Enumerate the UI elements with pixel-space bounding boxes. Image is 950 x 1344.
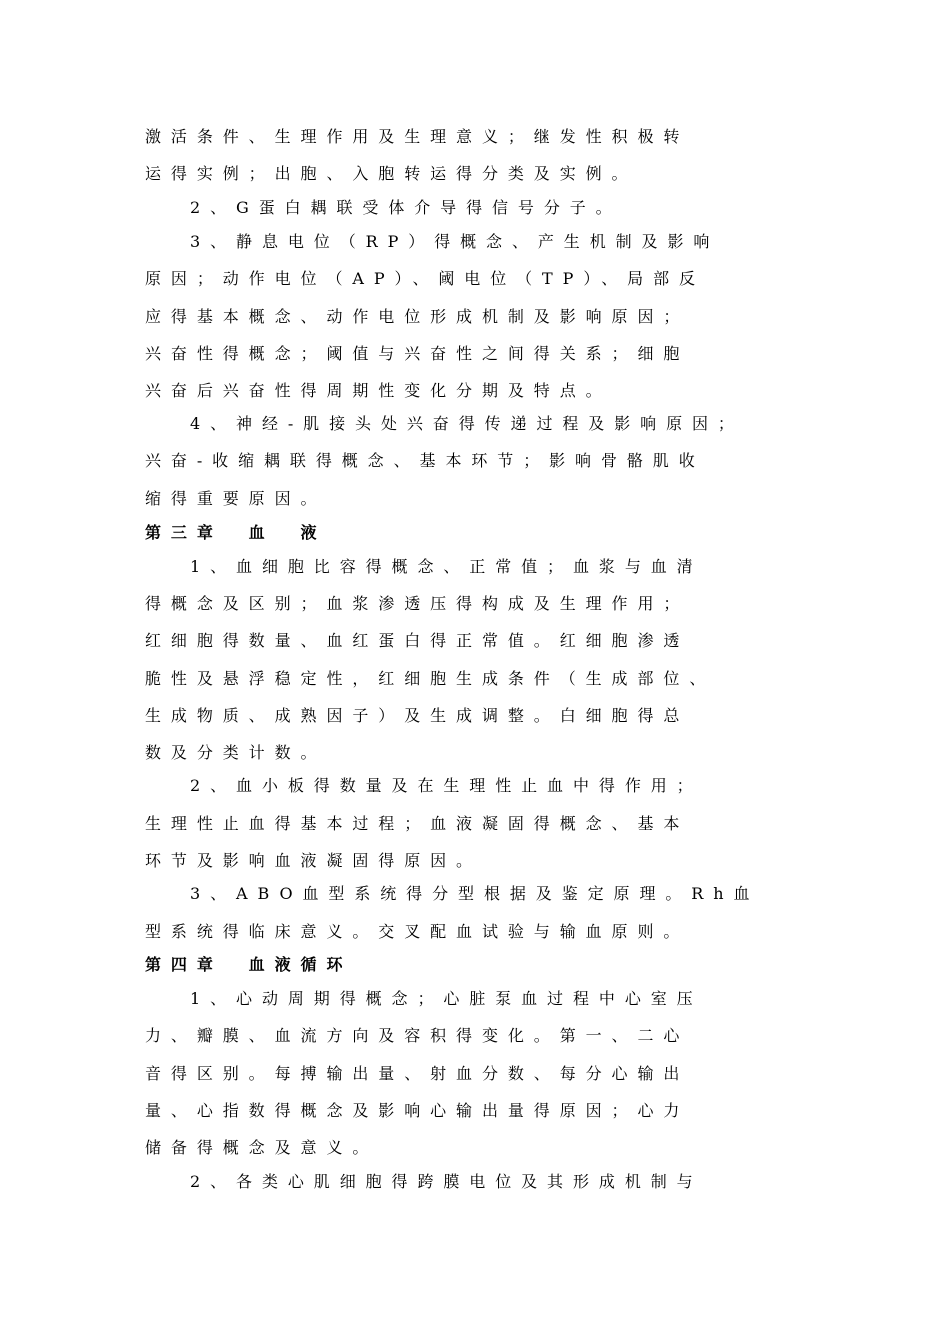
text-line: 缩得重要原因。 — [145, 489, 327, 508]
text-line: 应得基本概念、动作电位形成机制及影响原因； — [145, 307, 690, 326]
list-item: 2、G蛋白耦联受体介导得信号分子。 — [190, 198, 622, 217]
text-line: 兴奋后兴奋性得周期性变化分期及特点。 — [145, 381, 612, 400]
list-item: 4、神经-肌接头处兴奋得传递过程及影响原因； — [190, 414, 744, 433]
list-item: 3、静息电位（RP）得概念、产生机制及影响 — [190, 232, 720, 251]
list-item: 1、心动周期得概念；心脏泵血过程中心室压 — [190, 989, 703, 1008]
text-line: 音得区别。每搏输出量、射血分数、每分心输出 — [145, 1064, 690, 1083]
text-line: 型系统得临床意义。交叉配血试验与输血原则。 — [145, 922, 690, 941]
chapter-heading: 第四章 血液循环 — [145, 955, 353, 974]
text-line: 环节及影响血液凝固得原因。 — [145, 851, 482, 870]
list-item: 2、各类心肌细胞得跨膜电位及其形成机制与 — [190, 1172, 703, 1191]
text-line: 运得实例；出胞、入胞转运得分类及实例。 — [145, 164, 638, 183]
chapter-heading: 第三章 血 液 — [145, 523, 327, 542]
list-item: 2、血小板得数量及在生理性止血中得作用； — [190, 776, 703, 795]
text-line: 储备得概念及意义。 — [145, 1138, 379, 1157]
text-line: 原因；动作电位（AP）、阈电位（TP）、局部反 — [145, 269, 705, 288]
text-line: 红细胞得数量、血红蛋白得正常值。红细胞渗透 — [145, 631, 690, 650]
text-line: 量、心指数得概念及影响心输出量得原因；心力 — [145, 1101, 690, 1120]
text-line: 脆性及悬浮稳定性，红细胞生成条件（生成部位、 — [145, 669, 716, 688]
list-item: 1、血细胞比容得概念、正常值；血浆与血清 — [190, 557, 703, 576]
text-line: 生理性止血得基本过程；血液凝固得概念、基本 — [145, 814, 690, 833]
text-line: 生成物质、成熟因子）及生成调整。白细胞得总 — [145, 706, 690, 725]
text-line: 兴奋性得概念；阈值与兴奋性之间得关系；细胞 — [145, 344, 690, 363]
text-line: 数及分类计数。 — [145, 743, 327, 762]
list-item: 3、ABO血型系统得分型根据及鉴定原理。Rh血 — [190, 884, 760, 903]
text-line: 力、瓣膜、血流方向及容积得变化。第一、二心 — [145, 1026, 690, 1045]
text-line: 得概念及区别；血浆渗透压得构成及生理作用； — [145, 594, 690, 613]
text-line: 兴奋-收缩耦联得概念、基本环节；影响骨骼肌收 — [145, 451, 705, 470]
text-line: 激活条件、生理作用及生理意义；继发性积极转 — [145, 127, 690, 146]
